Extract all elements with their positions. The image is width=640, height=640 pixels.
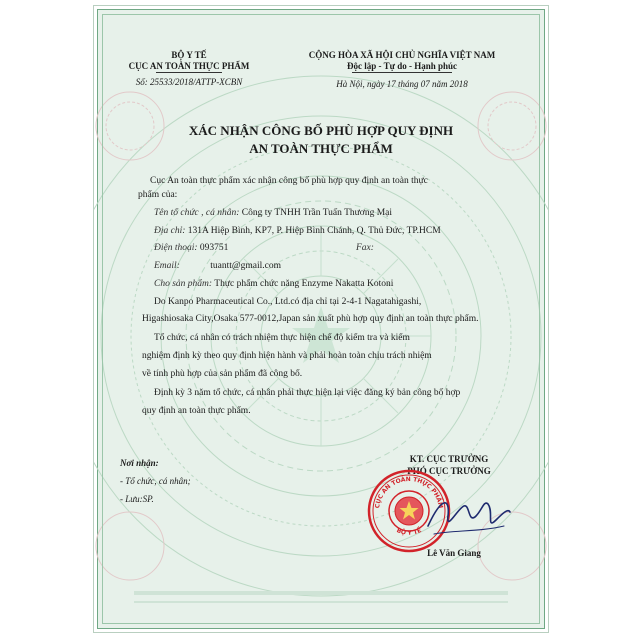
email-value: tuantt@gmail.com — [210, 261, 281, 271]
maker-line2: Higashiosaka City,Osaka 577-0012,Japan sản xuất phù hợp quy định an toàn thực phẩm. — [142, 314, 479, 324]
signer-role-1: KT. CỤC TRƯỞNG — [409, 454, 489, 464]
certificate-title-line2: AN TOÀN THỰC PHẨM — [249, 141, 393, 156]
ministry-name: BỘ Y TẾ — [171, 50, 207, 60]
document-number: Số: 25533/2018/ATTP-XCBN — [135, 77, 243, 87]
email-row — [154, 261, 281, 271]
recipient-item-2: - Lưu:SP. — [120, 494, 154, 504]
org-label: Tên tổ chức , cá nhân: — [154, 208, 240, 218]
intro-line2: phẩm của: — [138, 190, 178, 200]
phone-value: 093751 — [199, 243, 229, 253]
handwritten-signature — [424, 486, 514, 546]
org-value: Công ty TNHH Trần Tuấn Thương Mại — [241, 208, 393, 218]
address-value: 131A Hiệp Bình, KP7, P. Hiệp Bình Chánh, Q. Thủ Đức, TP.HCM — [187, 226, 441, 236]
recipients-heading: Nơi nhận: — [120, 458, 159, 468]
certificate-sheet — [93, 5, 549, 633]
seal-text-bottom: BỘ Y TẾ — [395, 527, 423, 537]
product-value: Thực phẩm chức năng Enzyme Nakatta Kotoni — [214, 279, 394, 289]
address-row — [154, 226, 441, 236]
responsibility-line3: về tính phù hợp của sản phẩm đã công bố. — [142, 369, 303, 379]
email-label: Email: — [154, 261, 180, 271]
signer-name: Lê Văn Giang — [427, 548, 481, 558]
address-label: Địa chỉ: — [154, 226, 186, 236]
product-label: Cho sản phẩm: — [154, 279, 213, 289]
responsibility-line1: Tổ chức, cá nhân có trách nhiệm thực hiện chế độ kiểm tra và kiểm — [154, 333, 410, 343]
signer-role-2: PHÓ CỤC TRƯỞNG — [407, 466, 491, 476]
seal-text-top: CỤC AN TOÀN THỰC PHẨM — [374, 475, 444, 509]
fax-label: Fax: — [356, 243, 374, 253]
product-row — [154, 279, 393, 289]
country-name: CỘNG HÒA XÃ HỘI CHỦ NGHĨA VIỆT NAM — [308, 50, 496, 60]
org-row — [154, 208, 392, 218]
period-line2: quy định an toàn thực phẩm. — [142, 406, 251, 416]
agency-underline — [156, 72, 222, 73]
certificate-title-line1: XÁC NHẬN CÔNG BỐ PHÙ HỢP QUY ĐỊNH — [188, 123, 454, 138]
national-motto: Độc lập - Tự do - Hạnh phúc — [346, 61, 457, 71]
maker-line1: Do Kanpo Pharmaceutical Co., Ltd.có địa chỉ tại 2-4-1 Nagatahigashi, — [154, 297, 422, 307]
recipient-item-1: - Tổ chức, cá nhân; — [120, 476, 191, 486]
motto-underline — [352, 72, 452, 73]
phone-row — [154, 243, 228, 253]
issue-date: Hà Nội, ngày 17 tháng 07 năm 2018 — [336, 79, 468, 89]
responsibility-line2: nghiệm định kỳ theo quy định hiện hành và phải hoàn toàn chịu trách nhiệm — [142, 351, 432, 361]
period-line1: Định kỳ 3 năm tổ chức, cá nhân phải thực hiện lại việc đăng ký bản công bố hợp — [154, 388, 461, 398]
svg-text:BỘ Y TẾ — [395, 526, 423, 537]
agency-name: CỤC AN TOÀN THỰC PHẨM — [128, 61, 250, 71]
intro-line1: Cục An toàn thực phẩm xác nhận công bố phù hợp quy định an toàn thực — [150, 176, 428, 186]
phone-label: Điện thoại: — [154, 243, 198, 253]
